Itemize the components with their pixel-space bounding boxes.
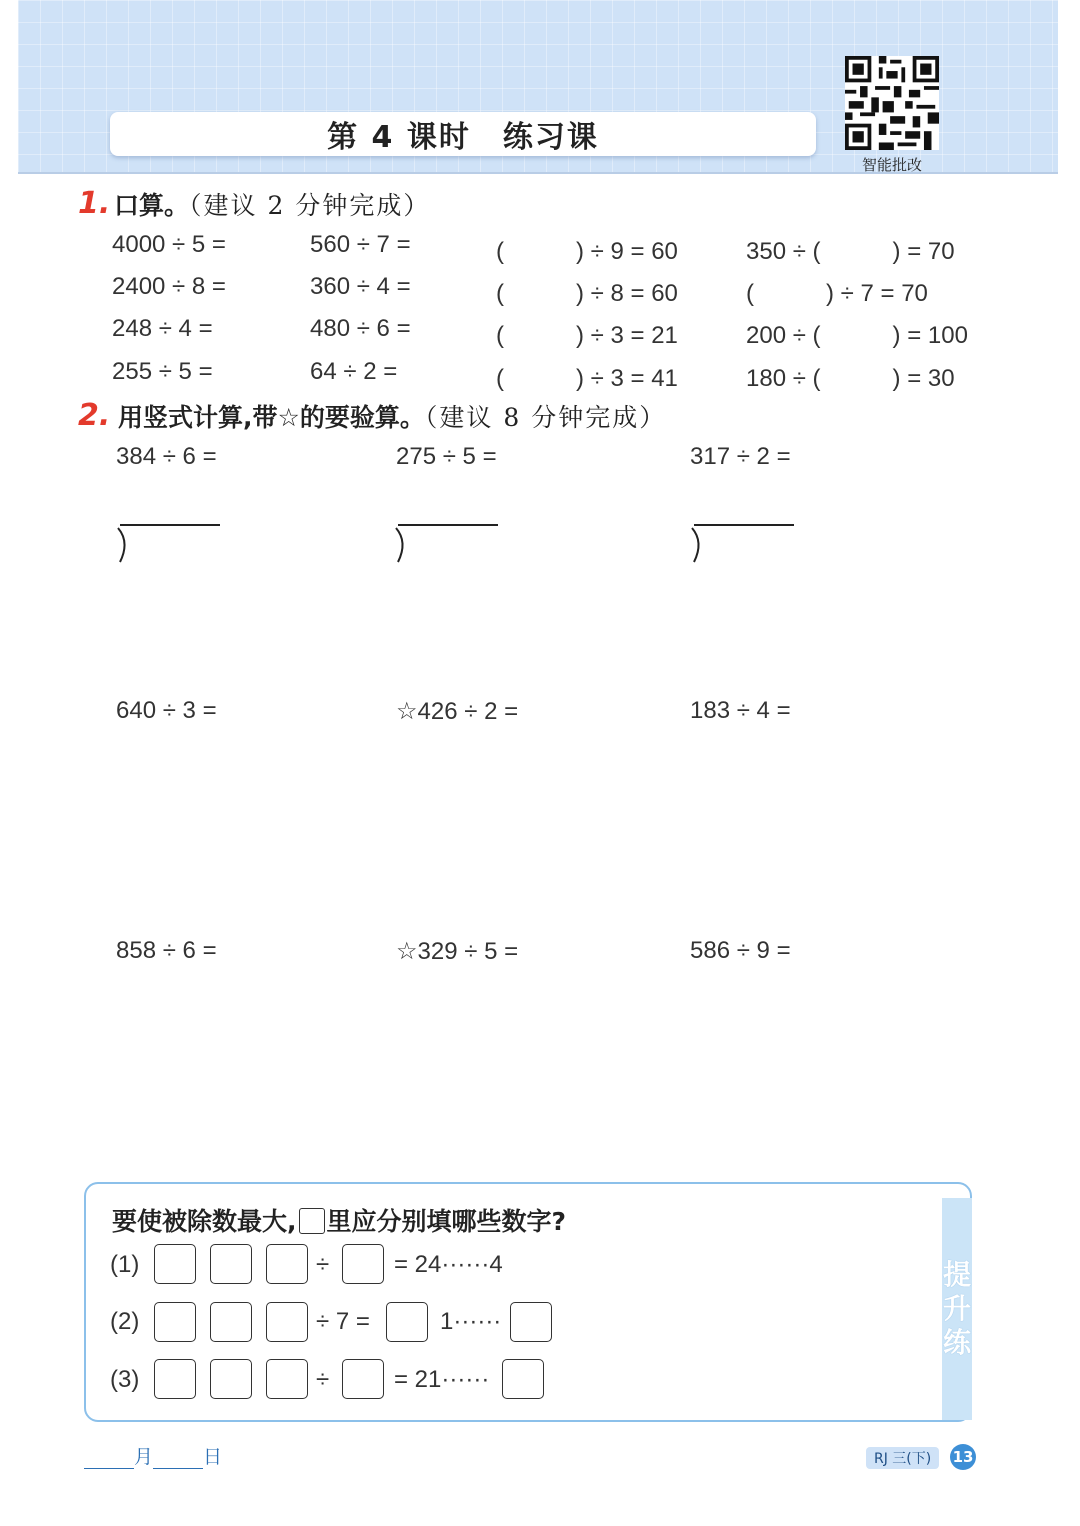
oral-calc-item: ( ) ÷ 9 = 60 bbox=[496, 238, 678, 265]
challenge-title bbox=[112, 1202, 566, 1238]
qr-code-icon[interactable] bbox=[845, 56, 939, 150]
oral-calc-item: ( ) ÷ 8 = 60 bbox=[496, 280, 678, 307]
digit-box[interactable] bbox=[210, 1359, 252, 1399]
q2-title-text: 用竖式计算,带☆的要验算。 bbox=[118, 403, 425, 432]
oral-calc-item: 480 ÷ 6 = bbox=[310, 315, 411, 342]
item-operator: ÷ bbox=[316, 1366, 330, 1393]
page-number: 13 bbox=[950, 1444, 976, 1470]
item-quotient-tail: 1······ bbox=[440, 1308, 502, 1335]
date-fill bbox=[84, 1442, 222, 1469]
oral-calc-item: 560 ÷ 7 = bbox=[310, 231, 411, 258]
day-blank[interactable] bbox=[153, 1450, 203, 1469]
vertical-calc-problem: ☆329 ÷ 5 = bbox=[396, 938, 519, 965]
item-label: (2) bbox=[110, 1308, 140, 1335]
item-operator: ÷ 7 = bbox=[316, 1308, 370, 1335]
long-division-bracket bbox=[112, 518, 224, 566]
vertical-calc-problem: 640 ÷ 3 = bbox=[116, 697, 217, 724]
challenge-title-before: 要使被除数最大, bbox=[112, 1207, 297, 1236]
oral-calc-item: 255 ÷ 5 = bbox=[112, 358, 213, 385]
side-tab-char: 练 bbox=[942, 1326, 971, 1359]
q1-number: 1. bbox=[78, 186, 111, 221]
q1-title-text: 口算。 bbox=[114, 191, 190, 220]
item-result: = 24······4 bbox=[394, 1251, 503, 1278]
digit-box[interactable] bbox=[266, 1244, 308, 1284]
digit-box[interactable] bbox=[154, 1359, 196, 1399]
oral-calc-item: 4000 ÷ 5 = bbox=[112, 231, 226, 258]
q2-hint: （建议 8 分钟完成） bbox=[424, 403, 667, 432]
long-division-bracket bbox=[686, 518, 798, 566]
challenge-title-after: 里应分别填哪些数字? bbox=[326, 1207, 567, 1236]
digit-box[interactable] bbox=[510, 1302, 552, 1342]
side-tab-char: 升 bbox=[942, 1292, 971, 1325]
item-result: = 21······ bbox=[394, 1366, 490, 1393]
oral-calc-item: ( ) ÷ 3 = 41 bbox=[496, 365, 678, 392]
digit-box[interactable] bbox=[210, 1302, 252, 1342]
digit-box[interactable] bbox=[154, 1244, 196, 1284]
oral-calc-item: 360 ÷ 4 = bbox=[310, 273, 411, 300]
digit-box[interactable] bbox=[210, 1244, 252, 1284]
vertical-calc-problem: 384 ÷ 6 = bbox=[116, 443, 217, 470]
vertical-calc-problem: ☆426 ÷ 2 = bbox=[396, 698, 519, 725]
oral-calc-item: 200 ÷ ( ) = 100 bbox=[746, 322, 968, 349]
oral-calc-item: 350 ÷ ( ) = 70 bbox=[746, 238, 955, 265]
q2-title bbox=[118, 398, 666, 434]
digit-box[interactable] bbox=[342, 1359, 384, 1399]
digit-box[interactable] bbox=[266, 1302, 308, 1342]
digit-box[interactable] bbox=[386, 1302, 428, 1342]
day-label: 日 bbox=[203, 1446, 223, 1468]
oral-calc-item: 64 ÷ 2 = bbox=[310, 358, 398, 385]
lesson-title-banner bbox=[110, 112, 816, 156]
item-label: (3) bbox=[110, 1366, 140, 1393]
item-operator: ÷ bbox=[316, 1251, 330, 1278]
q2-number: 2. bbox=[78, 398, 111, 433]
side-tab-char: 提 bbox=[942, 1258, 971, 1291]
oral-calc-item: 180 ÷ ( ) = 30 bbox=[746, 365, 955, 392]
qr-caption: 智能批改 bbox=[861, 156, 922, 174]
lesson-title: 第 4 课时 练习课 bbox=[327, 120, 599, 155]
digit-box[interactable] bbox=[342, 1244, 384, 1284]
month-blank[interactable] bbox=[84, 1450, 134, 1469]
blank-box-icon bbox=[299, 1208, 325, 1234]
digit-box[interactable] bbox=[266, 1359, 308, 1399]
item-label: (1) bbox=[110, 1251, 140, 1278]
side-tab bbox=[942, 1198, 972, 1420]
q1-title bbox=[114, 186, 430, 222]
oral-calc-item: ( ) ÷ 7 = 70 bbox=[746, 280, 928, 307]
month-label: 月 bbox=[134, 1446, 154, 1468]
long-division-bracket bbox=[390, 518, 502, 566]
vertical-calc-problem: 586 ÷ 9 = bbox=[690, 937, 791, 964]
vertical-calc-problem: 183 ÷ 4 = bbox=[690, 697, 791, 724]
edition-tag: RJ 三(下) bbox=[866, 1447, 939, 1469]
oral-calc-item: ( ) ÷ 3 = 21 bbox=[496, 322, 678, 349]
digit-box[interactable] bbox=[154, 1302, 196, 1342]
vertical-calc-problem: 317 ÷ 2 = bbox=[690, 443, 791, 470]
oral-calc-item: 2400 ÷ 8 = bbox=[112, 273, 226, 300]
oral-calc-item: 248 ÷ 4 = bbox=[112, 315, 213, 342]
q1-hint: （建议 2 分钟完成） bbox=[189, 191, 431, 220]
vertical-calc-problem: 858 ÷ 6 = bbox=[116, 937, 217, 964]
digit-box[interactable] bbox=[502, 1359, 544, 1399]
vertical-calc-problem: 275 ÷ 5 = bbox=[396, 443, 497, 470]
